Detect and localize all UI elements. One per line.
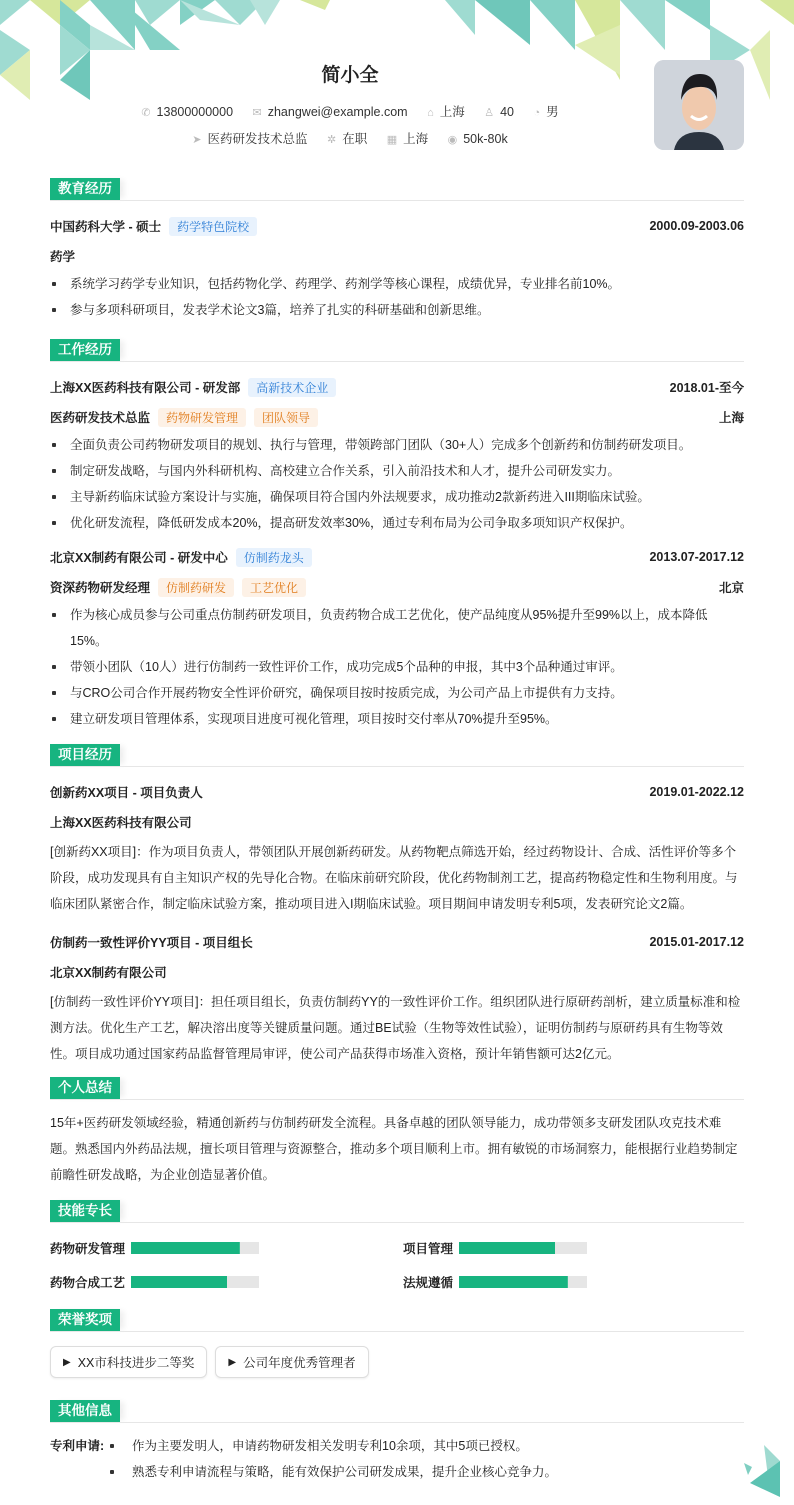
list-item: 优化研发流程，降低研发成本20%，提高研发效率30%，通过专利布局为公司争取多项知识产权保护。 <box>50 510 744 536</box>
role-tag: 团队领导 <box>254 408 318 427</box>
project-description: [仿制药一致性评价YY项目]：担任项目组长，负责仿制药YY的一致性评价工作。组织团队进行原研药剖析，建立质量标准和检测方法。优化生产工艺，解决溶出度等关键质量问题。通过BE试验（生物等效性试验），证明仿制药与原研药具有生物等效性。项目成功通过国家药品监督管理局审评，使公司产品获得市场准入资格，预计年销售额可达2亿元。 <box>50 995 741 1061</box>
summary-text: 15年+医药研发领域经验，精通创新药与仿制药研发全流程。具备卓越的团队领导能力，成功带领多支研发团队攻克技术难题。熟悉国内外药品法规，擅长项目管理与资源整合，推动多个项目顺利上市。拥有敏锐的市场洞察力，能根据行业趋势制定前瞻性研发战略，为企业创造显著价值。 <box>50 1116 738 1182</box>
skill-bar-fill <box>131 1242 240 1254</box>
company-row <box>50 542 744 572</box>
skill-item <box>403 1237 744 1259</box>
project-description: [创新药XX项目]：作为项目负责人，带领团队开展创新药研发。从药物靶点筛选开始，经过药物设计、合成、活性评价等多个阶段，成功发现具有自主知识产权的先导化合物。在临床前研究阶段，优化药物制剂工艺，提高药物稳定性和生物利用度。与临床团队紧密合作，制定临床试验方案，推动项目进入I期临床试验。项目期间申请发明专利5项，发表研究论文2篇。 <box>50 845 738 911</box>
section-title: 技能专长 <box>50 1200 120 1222</box>
project-entry <box>50 777 744 917</box>
skill-bar <box>459 1242 587 1254</box>
skills-section <box>50 1200 744 1299</box>
skill-item <box>50 1271 403 1293</box>
location <box>427 105 465 119</box>
role-row <box>50 572 744 602</box>
send-icon: ➤ <box>192 134 202 146</box>
major: 药学 <box>50 250 76 264</box>
education-section <box>50 178 744 323</box>
patent-bullets <box>108 1433 557 1485</box>
skill-bar-fill <box>459 1276 568 1288</box>
salary <box>448 132 508 146</box>
skill-bar <box>131 1242 259 1254</box>
phone <box>141 105 233 119</box>
section-header <box>50 1200 744 1223</box>
contact-row <box>0 102 700 120</box>
education-bullets <box>50 271 744 323</box>
candidate-name: 简小全 <box>321 65 379 86</box>
work-city: 上海 <box>718 411 744 425</box>
work-bullets <box>50 432 744 536</box>
award-item <box>50 1346 207 1378</box>
awards-section <box>50 1309 744 1390</box>
role-row <box>50 402 744 432</box>
age-text: 40 <box>500 105 514 119</box>
gender-icon: ◔ <box>533 107 541 119</box>
location-text: 上海 <box>439 105 465 119</box>
section-header <box>50 1077 744 1100</box>
gender-text: 男 <box>546 105 559 119</box>
work-date: 2018.01-至今 <box>669 381 744 395</box>
other-section <box>50 1400 744 1485</box>
target-city-text: 上海 <box>403 132 429 146</box>
skill-bar <box>459 1276 587 1288</box>
company-name: 上海XX医药科技有限公司 - 研发部 <box>50 381 241 395</box>
list-item: 系统学习药学专业知识，包括药物化学、药理学、药剂学等核心课程，成绩优异，专业排名前10%。 <box>50 271 744 297</box>
triangle-right-icon: ▶ <box>228 1356 237 1368</box>
list-item: 作为主要发明人，申请药物研发相关发明专利10余项，其中5项已授权。 <box>108 1433 557 1459</box>
skill-item <box>403 1271 744 1293</box>
role-tag: 药物研发管理 <box>158 408 246 427</box>
project-company: 北京XX制药有限公司 <box>50 966 167 980</box>
email <box>253 105 408 119</box>
section-title: 工作经历 <box>50 339 120 361</box>
company-name: 北京XX制药有限公司 - 研发中心 <box>50 551 228 565</box>
company-row <box>50 372 744 402</box>
school-badge: 药学特色院校 <box>169 217 257 236</box>
education-date: 2000.09-2003.06 <box>649 219 744 233</box>
award-item <box>215 1346 368 1378</box>
skill-item <box>50 1237 403 1259</box>
list-item: 与CRO公司合作开展药物安全性评价研究，确保项目按时按质完成，为公司产品上市提供有力支持。 <box>50 680 744 706</box>
section-title: 项目经历 <box>50 744 120 766</box>
skill-name: 法规遵循 <box>403 1276 454 1290</box>
work-entry <box>50 372 744 536</box>
role: 资深药物研发经理 <box>50 581 151 595</box>
project-row <box>50 927 744 957</box>
triangle-right-icon: ▶ <box>63 1356 71 1368</box>
work-date: 2013.07-2017.12 <box>649 550 744 564</box>
list-item: 全面负责公司药物研发项目的规划、执行与管理，带领跨部门团队（30+人）完成多个创新药和仿制药研发项目。 <box>50 432 744 458</box>
role-tag: 仿制药研发 <box>158 578 234 597</box>
section-title: 荣誉奖项 <box>50 1309 120 1331</box>
status-icon: ✲ <box>327 134 337 146</box>
company-badge: 高新技术企业 <box>248 378 336 397</box>
list-item: 建立研发项目管理体系，实现项目进度可视化管理，项目按时交付率从70%提升至95%。 <box>50 706 744 732</box>
target-job <box>192 132 307 146</box>
section-title: 其他信息 <box>50 1400 120 1422</box>
education-row <box>50 211 744 241</box>
project-company: 上海XX医药科技有限公司 <box>50 816 192 830</box>
award-text: XX市科技进步二等奖 <box>77 1356 195 1370</box>
list-item: 参与多项科研项目，发表学术论文3篇，培养了扎实的科研基础和创新思维。 <box>50 297 744 323</box>
awards-list <box>50 1342 744 1390</box>
resume-body <box>50 178 744 1495</box>
patent-label: 专利申请: <box>50 1439 105 1453</box>
target-job-text: 医药研发技术总监 <box>207 132 308 146</box>
salary-icon: ◉ <box>447 134 458 146</box>
job-intent-row <box>0 129 700 147</box>
project-entry <box>50 927 744 1067</box>
home-icon: ⌂ <box>427 107 434 119</box>
skill-bar-fill <box>131 1276 227 1288</box>
skill-name: 药物研发管理 <box>50 1242 126 1256</box>
work-section <box>50 339 744 732</box>
list-item: 制定研发战略，与国内外科研机构、高校建立合作关系，引入前沿技术和人才，提升公司研发实力。 <box>50 458 744 484</box>
list-item: 带领小团队（10人）进行仿制药一致性评价工作，成功完成5个品种的申报，其中3个品种通过审评。 <box>50 654 744 680</box>
patent-info <box>50 1433 744 1485</box>
award-text: 公司年度优秀管理者 <box>243 1356 356 1370</box>
project-name: 仿制药一致性评价YY项目 - 项目组长 <box>50 936 253 950</box>
section-header <box>50 339 744 362</box>
work-city: 北京 <box>718 581 744 595</box>
project-date: 2015.01-2017.12 <box>649 935 744 949</box>
phone-text: 13800000000 <box>156 105 234 119</box>
section-title: 个人总结 <box>50 1077 120 1099</box>
project-name: 创新药XX项目 - 项目负责人 <box>50 786 203 800</box>
role-tag: 工艺优化 <box>242 578 306 597</box>
building-icon: ▦ <box>386 134 398 146</box>
section-header <box>50 744 744 767</box>
list-item: 作为核心成员参与公司重点仿制药研发项目，负责药物合成工艺优化，使产品纯度从95%提升至99%以上，成本降低15%。 <box>50 602 744 654</box>
job-status <box>327 132 367 146</box>
gender <box>533 105 558 119</box>
list-item: 主导新药临床试验方案设计与实施，确保项目符合国内外法规要求，成功推动2款新药进入III期临床试验。 <box>50 484 744 510</box>
section-header <box>50 1309 744 1332</box>
mail-icon: ✉ <box>252 107 262 119</box>
target-city <box>387 132 428 146</box>
company-badge: 仿制药龙头 <box>236 548 312 567</box>
major-row <box>50 241 744 271</box>
age <box>484 105 514 119</box>
section-title: 教育经历 <box>50 178 120 200</box>
project-company-row <box>50 807 744 837</box>
projects-section <box>50 744 744 1067</box>
skills-grid <box>50 1233 744 1299</box>
corner-triangle-decoration <box>744 1445 794 1505</box>
skill-name: 项目管理 <box>403 1242 454 1256</box>
summary-section <box>50 1077 744 1188</box>
phone-icon: ✆ <box>141 107 151 119</box>
skill-bar-fill <box>459 1242 555 1254</box>
section-header <box>50 178 744 201</box>
project-date: 2019.01-2022.12 <box>649 785 744 799</box>
skill-bar <box>131 1276 259 1288</box>
list-item: 熟悉专利申请流程与策略，能有效保护公司研发成果，提升企业核心竞争力。 <box>108 1459 557 1485</box>
section-header <box>50 1400 744 1423</box>
age-icon: ♙ <box>484 107 495 119</box>
email-text: zhangwei@example.com <box>267 105 408 119</box>
project-row <box>50 777 744 807</box>
school-name: 中国药科大学 - 硕士 <box>50 220 162 234</box>
project-company-row <box>50 957 744 987</box>
work-bullets <box>50 602 744 732</box>
role: 医药研发技术总监 <box>50 411 151 425</box>
salary-text: 50k-80k <box>463 132 508 146</box>
work-entry <box>50 542 744 732</box>
job-status-text: 在职 <box>342 132 368 146</box>
skill-name: 药物合成工艺 <box>50 1276 126 1290</box>
